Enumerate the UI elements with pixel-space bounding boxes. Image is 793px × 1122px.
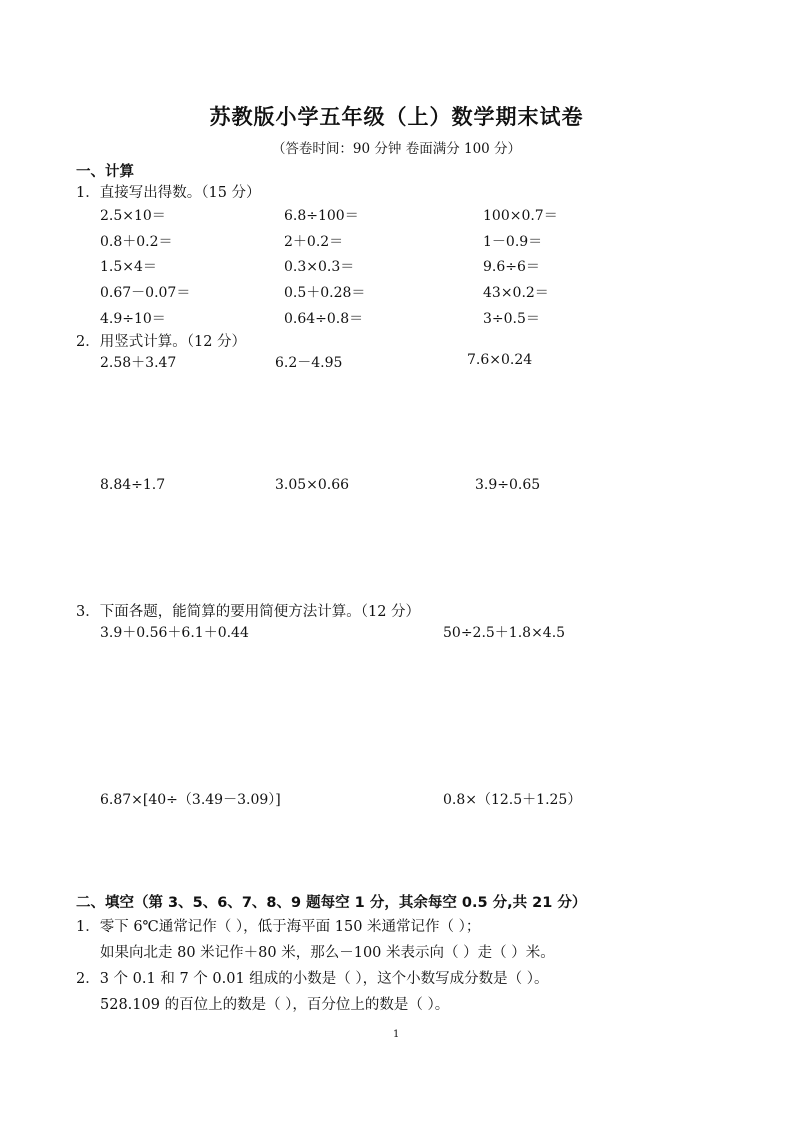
- oral-calc-item: 9.6÷6＝: [483, 259, 540, 275]
- oral-calc-item: 4.9÷10＝: [100, 311, 166, 327]
- oral-calc-item: 0.64÷0.8＝: [284, 311, 364, 327]
- question-1-label: 1．直接写出得数。（15 分）: [76, 185, 261, 201]
- oral-calc-item: 0.67－0.07＝: [100, 285, 191, 301]
- section-1-heading: 一、计算: [76, 164, 134, 180]
- oral-calc-item: 6.8÷100＝: [284, 208, 359, 224]
- oral-calc-item: 0.8＋0.2＝: [100, 234, 173, 250]
- simplify-calc-item: 3.9＋0.56＋6.1＋0.44: [100, 625, 249, 641]
- oral-calc-item: 43×0.2＝: [483, 285, 549, 301]
- vertical-calc-item: 2.58＋3.47: [100, 355, 177, 371]
- vertical-calc-item: 3.05×0.66: [275, 477, 350, 493]
- page-number: 1: [393, 1029, 400, 1040]
- oral-calc-item: 0.5＋0.28＝: [284, 285, 366, 301]
- question-3-label: 3．下面各题，能简算的要用简便方法计算。（12 分）: [76, 604, 421, 620]
- simplify-calc-item: 0.8×（12.5＋1.25）: [443, 792, 582, 808]
- vertical-calc-item: 8.84÷1.7: [100, 477, 166, 493]
- oral-calc-item: 2.5×10＝: [100, 208, 166, 224]
- question-2-label: 2．用竖式计算。（12 分）: [76, 334, 247, 350]
- oral-calc-item: 1－0.9＝: [483, 234, 543, 250]
- vertical-calc-item: 6.2－4.95: [275, 355, 343, 371]
- page-title: 苏教版小学五年级（上）数学期末试卷: [209, 105, 584, 129]
- vertical-calc-item: 3.9÷0.65: [475, 477, 541, 493]
- simplify-calc-item: 50÷2.5＋1.8×4.5: [443, 625, 566, 641]
- fill-blank-line: 2．3 个 0.1 和 7 个 0.01 组成的小数是（ ），这个小数写成分数是（ ）。: [76, 971, 549, 987]
- vertical-calc-item: 7.6×0.24: [467, 352, 533, 368]
- oral-calc-item: 3÷0.5＝: [483, 311, 540, 327]
- fill-blank-line: 1．零下 6℃通常记作（ ），低于海平面 150 米通常记作（ ）；: [76, 919, 481, 935]
- fill-blank-line: 如果向北走 80 米记作＋80 米，那么－100 米表示向（ ）走（ ）米。: [100, 945, 555, 961]
- oral-calc-item: 1.5×4＝: [100, 259, 157, 275]
- page-subtitle: （答卷时间：90 分钟 卷面满分 100 分）: [271, 141, 522, 157]
- fill-blank-line: 528.109 的百位上的数是（ ），百分位上的数是（ ）。: [100, 997, 450, 1013]
- oral-calc-item: 0.3×0.3＝: [284, 259, 355, 275]
- section-2-heading: 二、填空（第 3、5、6、7、8、9 题每空 1 分，其余每空 0.5 分,共 21 分）: [76, 895, 587, 911]
- oral-calc-item: 2＋0.2＝: [284, 234, 344, 250]
- oral-calc-item: 100×0.7＝: [483, 208, 558, 224]
- simplify-calc-item: 6.87×[40÷（3.49－3.09）]: [100, 792, 281, 808]
